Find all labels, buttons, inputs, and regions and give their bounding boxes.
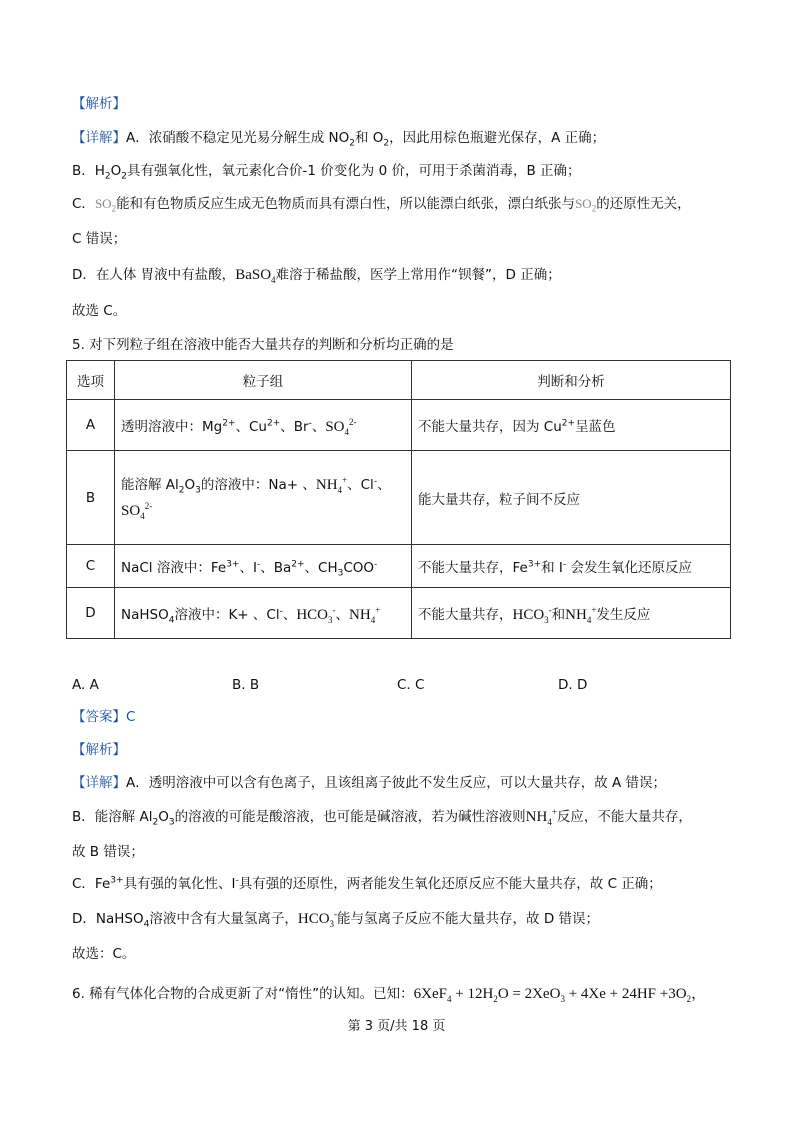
conclusion: 故选：C。 xyxy=(72,946,136,962)
table-row xyxy=(67,400,731,451)
explanation-d: D．在人体 胃液中有盐酸，BaSO$_4$难溶于稀盐酸，医学上常用作“钡餐”，D 正确； xyxy=(72,267,561,285)
option-label: D xyxy=(67,588,115,639)
option-label: A xyxy=(67,400,115,451)
table-row xyxy=(67,588,731,639)
detail-tag: 【详解】 xyxy=(72,130,126,146)
particle-group: 能溶解 $Al_2O_3$的溶液中：Na+ 、$NH_4^+$、Cl-、 $SO_4^{2-}$ xyxy=(115,451,412,545)
explanation-c-cont: C 错误； xyxy=(72,231,127,247)
header-analysis: 判断和分析 xyxy=(412,361,731,400)
analysis-heading: 【解析】 xyxy=(72,96,126,112)
explanation-c: C．$Fe^{3+}$具有强的氧化性、I-具有强的还原性，两者能发生氧化还原反应不能大量共存，故 C 正确； xyxy=(72,875,662,892)
choice-b[interactable]: B. B xyxy=(232,677,260,693)
table-row xyxy=(67,451,731,545)
explanation-c: C．$SO_2$能和有色物质反应生成无色物质而具有漂白性，所以能漂白纸张，漂白纸张与$SO_2$的还原性无关， xyxy=(72,196,691,214)
so2-formula: $SO_2$ xyxy=(94,196,117,214)
header-option: 选项 xyxy=(67,361,115,400)
header-particles: 粒子组 xyxy=(115,361,412,400)
ammonium-ion: $NH_4^+$ xyxy=(565,604,597,625)
analysis-cell: 不能大量共存，$Fe^{3+}$和 I- 会发生氧化还原反应 xyxy=(412,545,731,588)
xenon-reaction-equation: $6XeF_4 + 12H_2O = 2XeO_3 + 4Xe + 24HF +3O_2$， xyxy=(413,986,707,1004)
answer-choices xyxy=(72,677,692,697)
detail-tag: 【详解】 xyxy=(72,775,126,791)
analysis-heading: 【解析】 xyxy=(72,742,126,758)
question-6-stem: 6. 稀有气体化合物的合成更新了对“惰性”的认知。已知：$6XeF_4 + 12H_2O = 2XeO_3 + 4Xe + 24HF +3O_2$， xyxy=(72,986,707,1004)
explanation-a: 【详解】A．浓硝酸不稳定见光易分解生成 $NO_2$和 $O_2$，因此用棕色瓶避光保存，A 正确； xyxy=(72,130,606,149)
sulfate-ion: $SO_4^{2-}$ xyxy=(325,416,357,437)
particle-group: 透明溶液中：$Mg^{2+}$、$Cu^{2+}$、Br-、$SO_4^{2-}$ xyxy=(115,400,412,451)
table-row xyxy=(67,545,731,588)
choice-a[interactable]: A. A xyxy=(72,677,99,693)
ammonium-ion: $NH_4^+$ xyxy=(315,474,348,495)
choice-d[interactable]: D. D xyxy=(558,677,588,693)
sulfate-ion: $SO_4^{2-}$ xyxy=(121,500,153,521)
particle-group: NaHSO$_4$溶液中：K+ 、Cl-、$HCO_3^-$、$NH_4^+$ xyxy=(115,588,412,639)
bicarbonate-ion: $HCO_3^-$ xyxy=(297,909,338,929)
analysis-cell: 能大量共存，粒子间不反应 xyxy=(412,451,731,545)
option-label: B xyxy=(67,451,115,545)
question-5-stem: 5. 对下列粒子组在溶液中能否大量共存的判断和分析均正确的是 xyxy=(72,337,454,353)
explanation-d: D．NaHSO$_4$溶液中含有大量氢离子，$HCO_3^-$能与氢离子反应不能大量共存，故 D 错误； xyxy=(72,909,600,930)
explanation-a: 【详解】A．透明溶液中可以含有色离子，且该组离子彼此不发生反应，可以大量共存，故 A 错误； xyxy=(72,775,667,791)
so2-formula: $SO_2$ xyxy=(575,196,597,214)
analysis-cell: 不能大量共存，因为 $Cu^{2+}$呈蓝色 xyxy=(412,400,731,451)
answer-line: 【答案】C xyxy=(72,709,136,725)
option-label: C xyxy=(67,545,115,588)
explanation-b: B．$H_2O_2$具有强氧化性，氧元素化合价-1 价变化为 0 价，可用于杀菌消毒，B 正确； xyxy=(72,163,581,182)
ammonium-ion: $NH_4^+$ xyxy=(349,604,381,625)
choice-c[interactable]: C. C xyxy=(397,677,425,693)
page-number: 第 3 页/共 18 页 xyxy=(347,1019,446,1034)
explanation-b: B．能溶解 $Al_2O_3$的溶液的可能是酸溶液，也可能是碱溶液，若为碱性溶液则$NH_4^+$反应，不能大量共存， xyxy=(72,807,692,828)
bicarbonate-ion: $HCO_3^-$ xyxy=(296,604,336,625)
ammonium-ion: $NH_4^+$ xyxy=(525,807,557,827)
question-5-table xyxy=(66,360,731,639)
table-header-row xyxy=(67,361,731,400)
conclusion: 故选 C。 xyxy=(72,303,127,319)
baso4-formula: BaSO$_4$ xyxy=(235,267,276,285)
particle-group: NaCl 溶液中：$Fe^{3+}$、I-、$Ba^{2+}$、$CH_3COO^-$ xyxy=(115,545,412,588)
explanation-b-cont: 故 B 错误； xyxy=(72,844,144,860)
bicarbonate-ion: $HCO_3^-$ xyxy=(512,604,552,625)
analysis-cell: 不能大量共存，$HCO_3^-$和$NH_4^+$发生反应 xyxy=(412,588,731,639)
